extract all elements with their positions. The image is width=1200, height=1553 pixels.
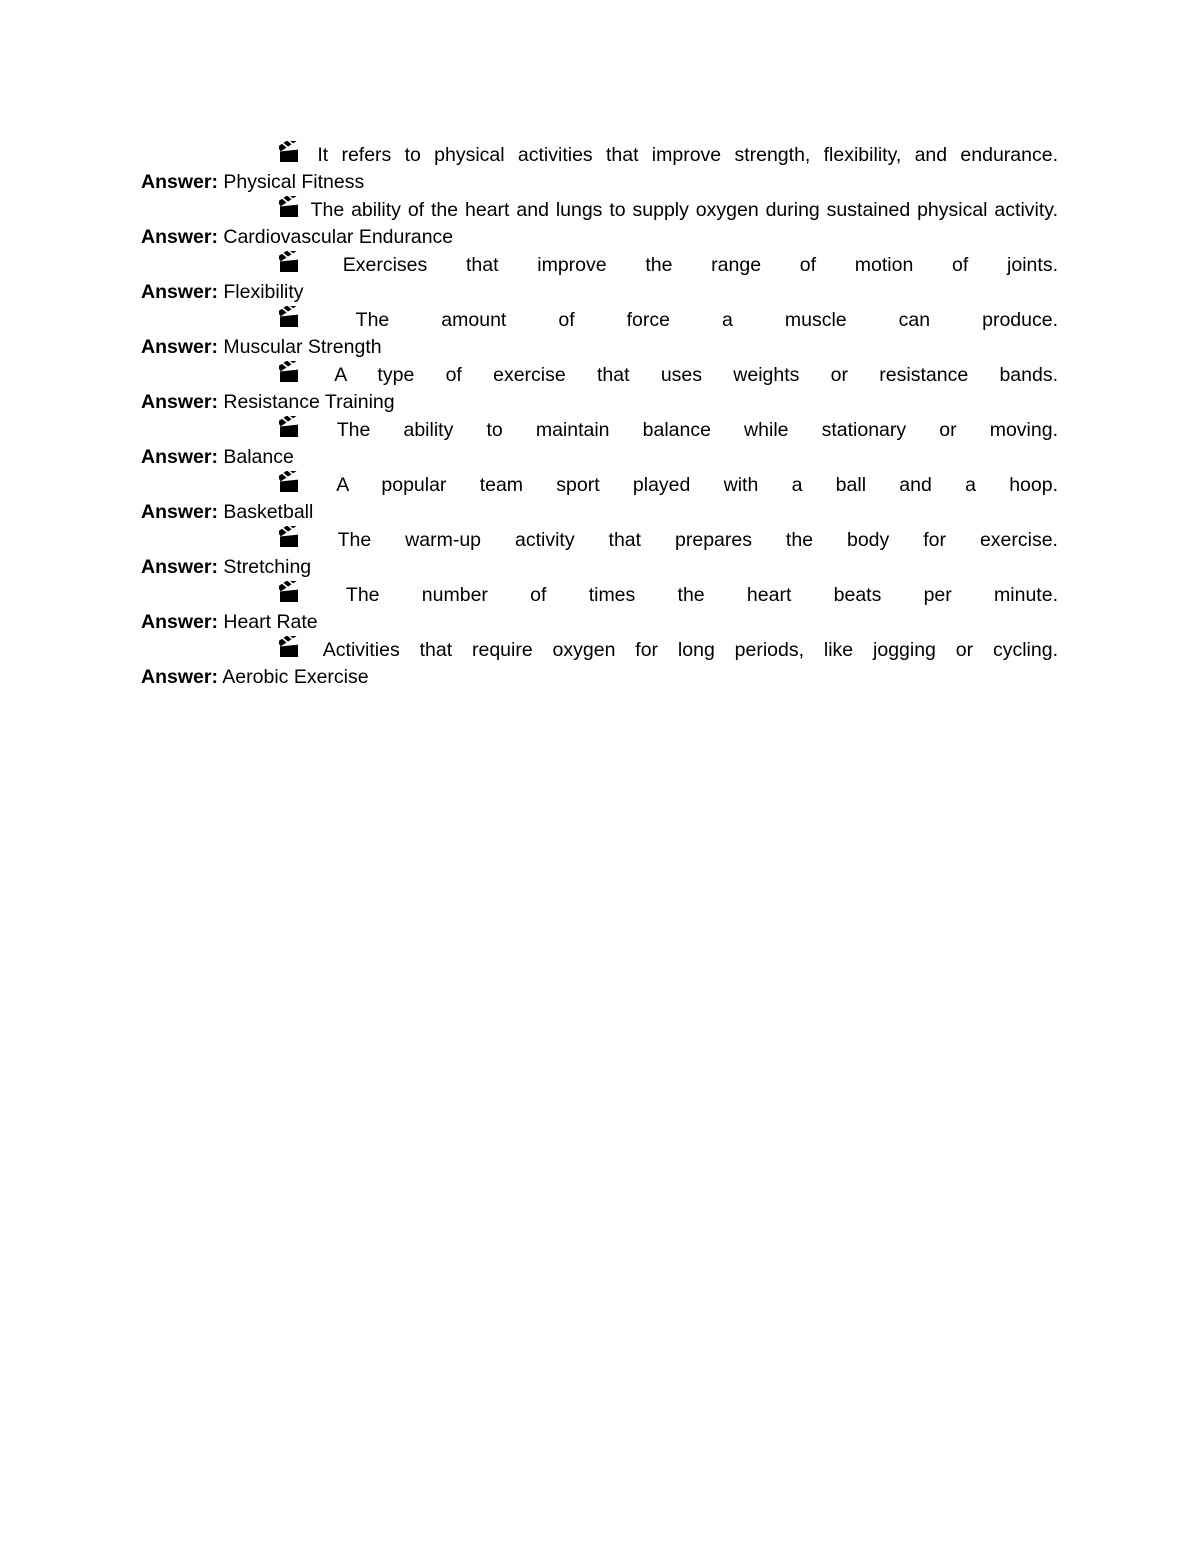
question-text: The warm-up activity that prepares the body for exercise. [337,529,1058,551]
question-text: The amount of force a muscle can produce. [355,309,1058,331]
answer-row [141,609,1058,636]
answer-label: Answer: [141,611,218,633]
question-item [141,196,1058,224]
question-text: Activities that require oxygen for long periods, like jogging or cycling. [322,639,1058,661]
answer-text: Resistance Training [223,391,395,413]
answer-row [141,499,1058,526]
clapperboard-icon [210,416,304,444]
clapperboard-icon [210,306,304,334]
answer-label: Answer: [141,281,218,303]
question-text: The ability of the heart and lungs to supply oxygen during sustained physical activity. [310,199,1058,221]
answer-label: Answer: [141,446,218,468]
answer-label: Answer: [141,171,218,193]
answer-text: Basketball [223,501,314,523]
answer-text: Physical Fitness [223,171,365,193]
answer-text: Aerobic Exercise [222,666,369,688]
question-item [141,526,1058,554]
answer-label: Answer: [141,556,218,578]
answer-row [141,444,1058,471]
question-text: A popular team sport played with a ball and a hoop. [336,474,1058,496]
answer-text: Stretching [223,556,312,578]
question-item [141,471,1058,499]
question-item [141,306,1058,334]
answer-text: Balance [223,446,294,468]
clapperboard-icon [210,581,304,609]
question-item [141,251,1058,279]
clapperboard-icon [210,471,304,499]
answer-label: Answer: [141,336,218,358]
answer-row [141,664,1058,691]
answer-row [141,389,1058,416]
answer-row [141,224,1058,251]
clapperboard-icon [210,636,304,664]
question-text: The number of times the heart beats per minute. [345,584,1058,606]
question-item [141,416,1058,444]
question-text: A type of exercise that uses weights or resistance bands. [334,364,1059,386]
answer-row [141,334,1058,361]
clapperboard-icon [210,526,304,554]
clapperboard-icon [210,196,304,224]
answer-label: Answer: [141,666,218,688]
question-item [141,141,1058,169]
question-text: The ability to maintain balance while stationary or moving. [336,419,1058,441]
answer-label: Answer: [141,501,218,523]
answer-label: Answer: [141,226,218,248]
question-text: It refers to physical activities that improve strength, flexibility, and endurance. [317,144,1059,166]
question-item [141,361,1058,389]
clapperboard-icon [210,361,304,389]
answer-text: Muscular Strength [223,336,382,358]
answer-text: Cardiovascular Endurance [223,226,454,248]
answer-label: Answer: [141,391,218,413]
answer-text: Heart Rate [223,611,318,633]
answer-row [141,279,1058,306]
answer-row [141,554,1058,581]
answer-text: Flexibility [223,281,304,303]
question-text: Exercises that improve the range of motion of joints. [342,254,1058,276]
clapperboard-icon [210,251,304,279]
clapperboard-icon [210,141,304,169]
question-item [141,636,1058,664]
question-item [141,581,1058,609]
answer-row [141,169,1058,196]
